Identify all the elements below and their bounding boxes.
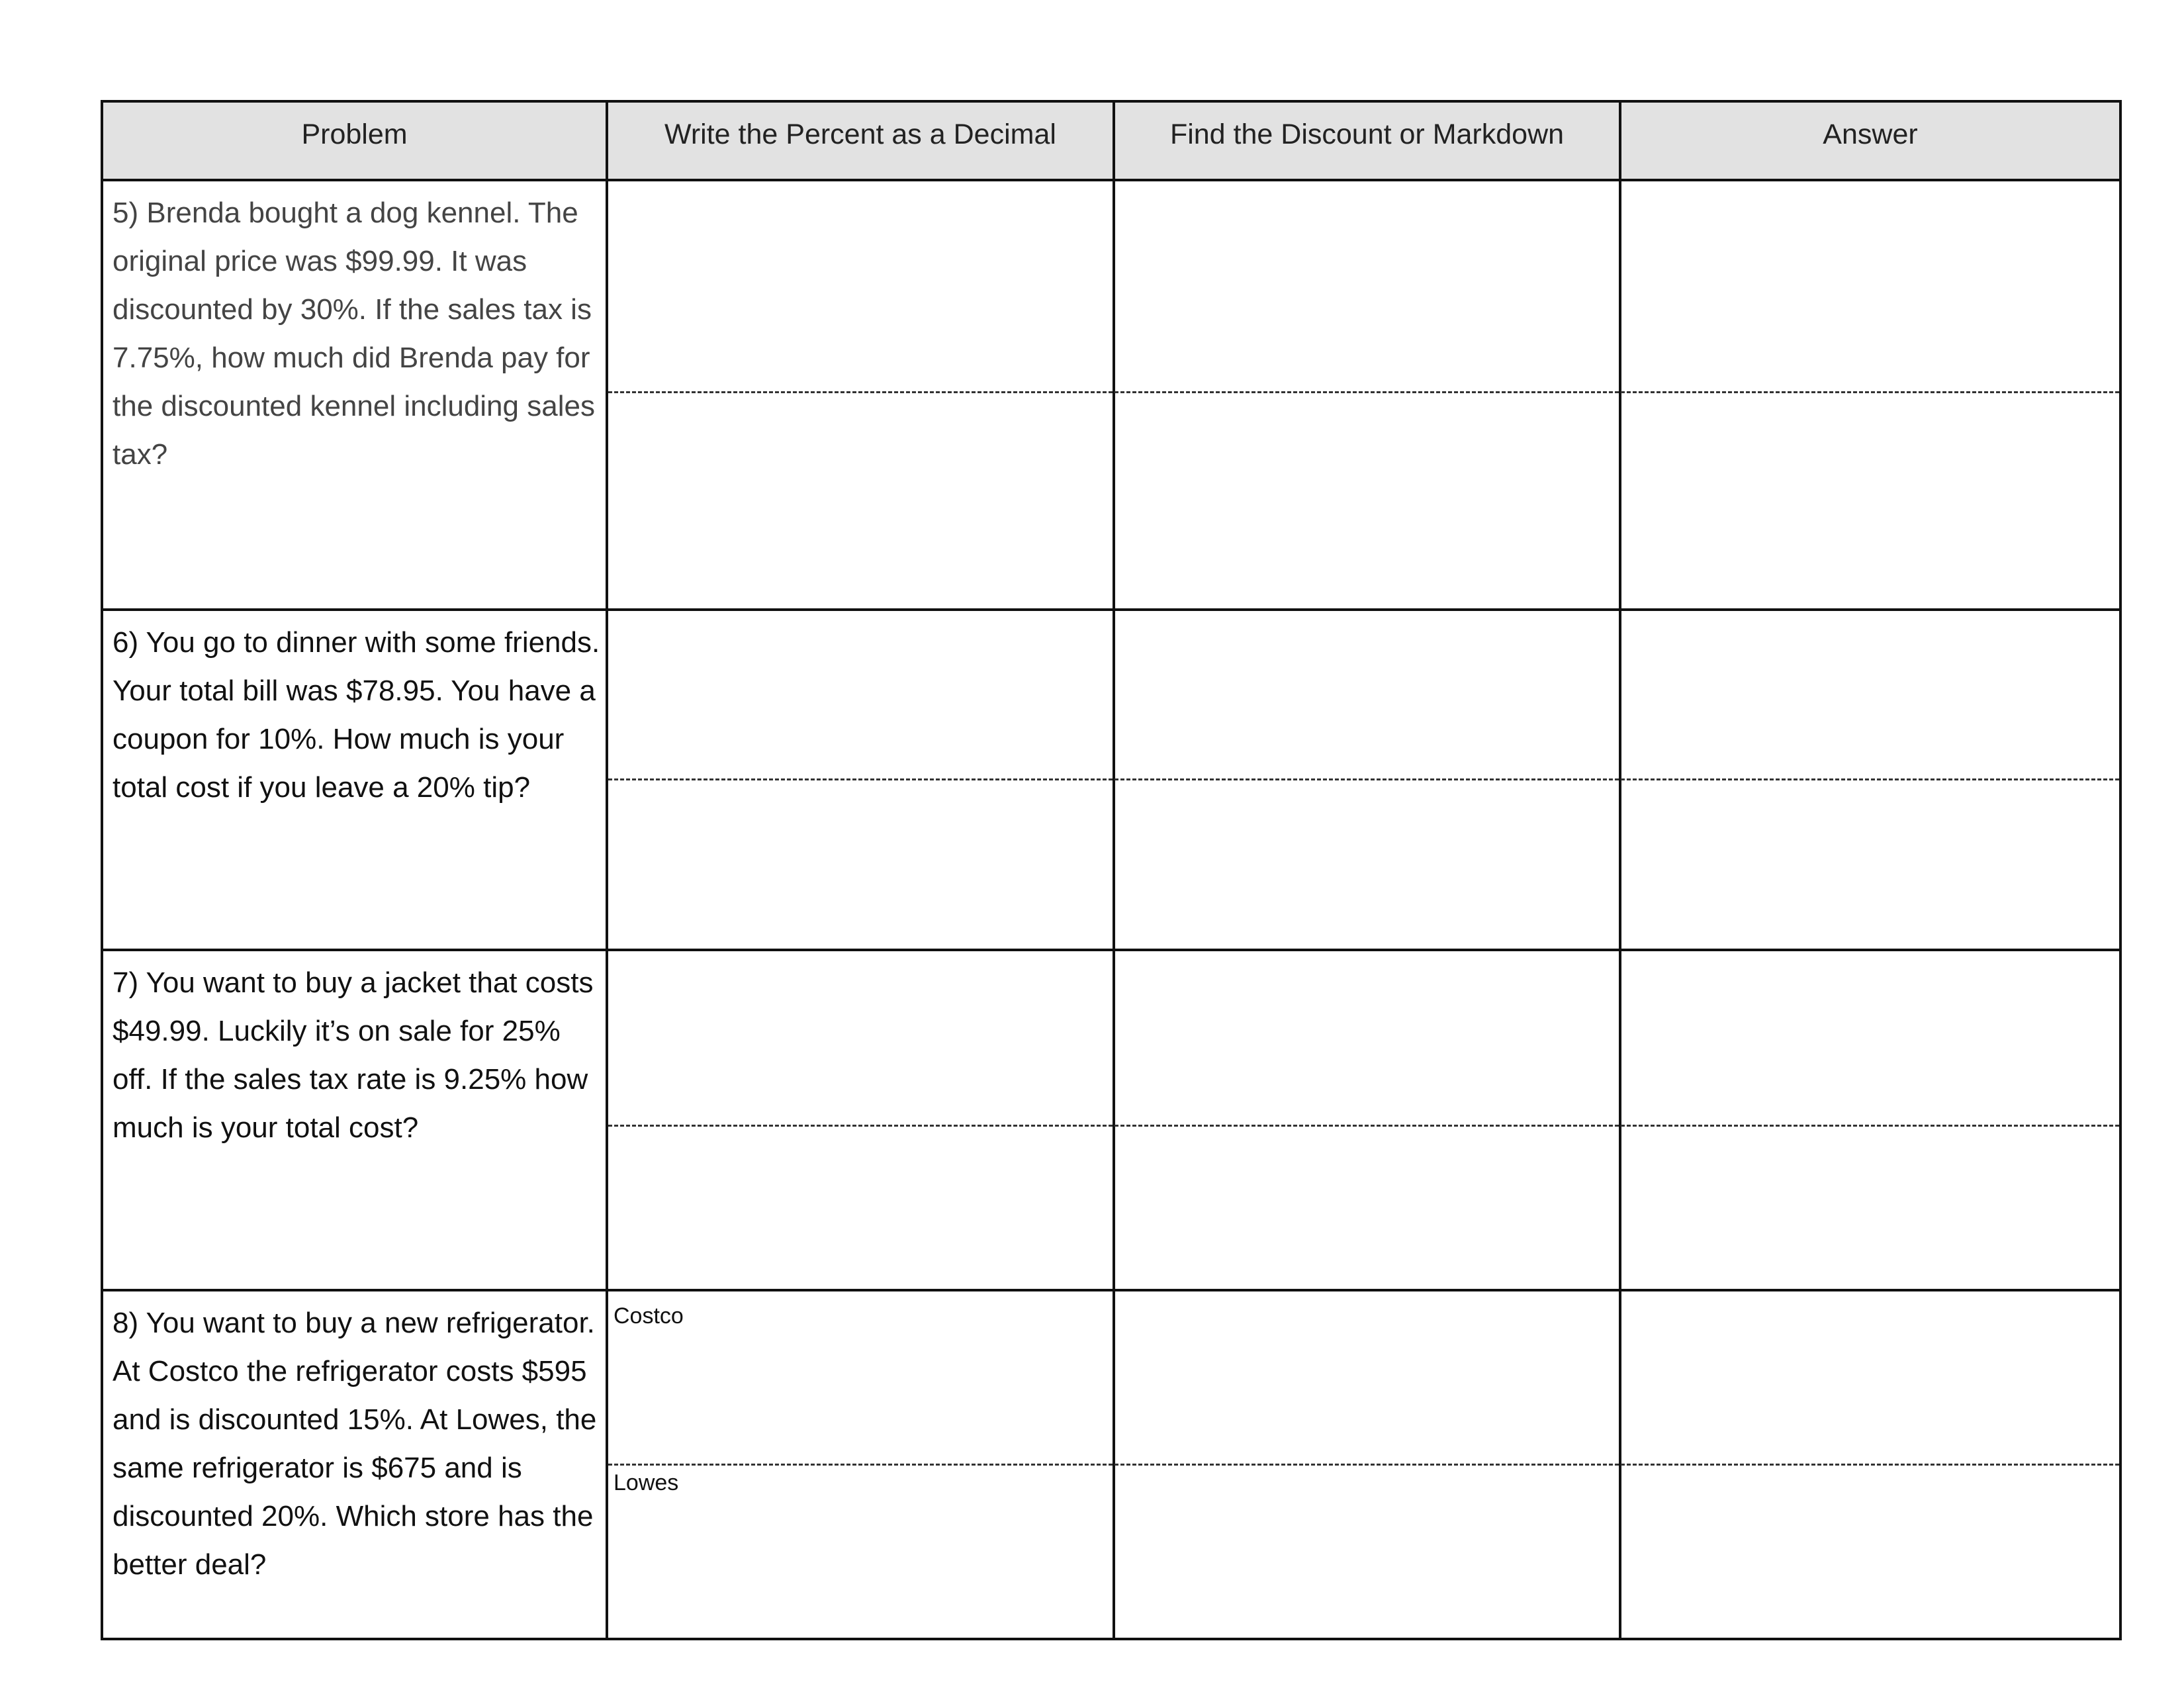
dashed-separator	[608, 1125, 2119, 1127]
problem-6-text: 6) You go to dinner with some friends. Your total bill was $78.95. You have a coupon for 10%. How much is your total cost if you leave a 20% tip?	[113, 626, 600, 804]
column-divider	[1619, 103, 1621, 1638]
worksheet-table	[101, 100, 2122, 1640]
dashed-separator	[608, 778, 2119, 780]
column-divider	[1113, 103, 1115, 1638]
dashed-separator	[608, 391, 2119, 393]
header-discount-markdown: Find the Discount or Markdown	[1169, 118, 1565, 150]
store-label-costco: Costco	[614, 1303, 684, 1329]
dashed-separator	[608, 1464, 2119, 1466]
header-answer: Answer	[1823, 118, 1918, 150]
header-problem: Problem	[301, 118, 408, 150]
problem-7-text: 7) You want to buy a jacket that costs $49.99. Luckily it’s on sale for 25% off. If the sales tax rate is 9.25% how much is your total cost?	[113, 966, 594, 1144]
row-divider	[103, 608, 2119, 611]
problem-5-text: 5) Brenda bought a dog kennel. The original price was $99.99. It was discounted by 30%. If the sales tax is 7.75%, how much did Brenda pay for the discounted kennel including sales tax?	[113, 197, 595, 471]
row-divider	[103, 949, 2119, 951]
row-divider	[103, 1289, 2119, 1291]
row-divider	[103, 179, 2119, 181]
header-percent-decimal: Write the Percent as a Decimal	[664, 118, 1056, 150]
column-divider	[606, 103, 608, 1638]
store-label-lowes: Lowes	[614, 1470, 679, 1495]
problem-8-text: 8) You want to buy a new refrigerator. At Costco the refrigerator costs $595 and is discounted 15%. At Lowes, the same refrigerator is $675 and is discounted 20%. Which store has the better deal?	[113, 1307, 597, 1581]
